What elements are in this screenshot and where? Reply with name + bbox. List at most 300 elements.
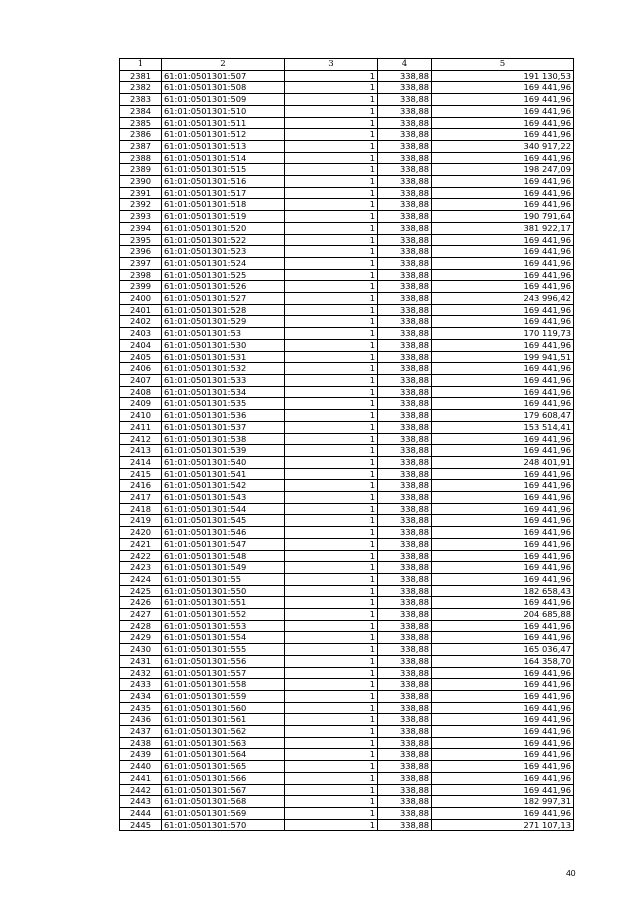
column-header-1: 1 bbox=[120, 59, 162, 71]
row-number-cell: 2398 bbox=[120, 269, 162, 281]
area-value-cell: 338,88 bbox=[378, 164, 432, 176]
area-value-cell: 338,88 bbox=[378, 129, 432, 141]
cost-value-cell: 169 441,96 bbox=[432, 386, 574, 398]
row-number-cell: 2405 bbox=[120, 351, 162, 363]
area-value-cell: 338,88 bbox=[378, 562, 432, 574]
area-value-cell: 338,88 bbox=[378, 492, 432, 504]
cost-value-cell: 169 441,96 bbox=[432, 550, 574, 562]
row-number-cell: 2432 bbox=[120, 667, 162, 679]
cost-value-cell: 153 514,41 bbox=[432, 421, 574, 433]
cost-value-cell: 169 441,96 bbox=[432, 573, 574, 585]
cost-value-cell: 169 441,96 bbox=[432, 316, 574, 328]
quantity-cell: 1 bbox=[285, 609, 378, 621]
cost-value-cell: 169 441,96 bbox=[432, 281, 574, 293]
table-row bbox=[120, 82, 574, 94]
table-row bbox=[120, 538, 574, 550]
cadastral-number-cell: 61:01:0501301:508 bbox=[162, 82, 285, 94]
cost-value-cell: 169 441,96 bbox=[432, 433, 574, 445]
table-row bbox=[120, 456, 574, 468]
cost-value-cell: 271 107,13 bbox=[432, 819, 574, 831]
row-number-cell: 2400 bbox=[120, 293, 162, 305]
cost-value-cell: 165 036,47 bbox=[432, 644, 574, 656]
area-value-cell: 338,88 bbox=[378, 480, 432, 492]
row-number-cell: 2393 bbox=[120, 211, 162, 223]
row-number-cell: 2396 bbox=[120, 246, 162, 258]
cost-value-cell: 248 401,91 bbox=[432, 456, 574, 468]
cost-value-cell: 169 441,96 bbox=[432, 702, 574, 714]
table-row bbox=[120, 257, 574, 269]
quantity-cell: 1 bbox=[285, 164, 378, 176]
area-value-cell: 338,88 bbox=[378, 339, 432, 351]
quantity-cell: 1 bbox=[285, 538, 378, 550]
row-number-cell: 2438 bbox=[120, 737, 162, 749]
cost-value-cell: 169 441,96 bbox=[432, 726, 574, 738]
cadastral-number-cell: 61:01:0501301:561 bbox=[162, 714, 285, 726]
table-row bbox=[120, 620, 574, 632]
cost-value-cell: 169 441,96 bbox=[432, 679, 574, 691]
cost-value-cell: 169 441,96 bbox=[432, 257, 574, 269]
area-value-cell: 338,88 bbox=[378, 222, 432, 234]
cost-value-cell: 169 441,96 bbox=[432, 562, 574, 574]
cost-value-cell: 169 441,96 bbox=[432, 304, 574, 316]
quantity-cell: 1 bbox=[285, 690, 378, 702]
area-value-cell: 338,88 bbox=[378, 819, 432, 831]
quantity-cell: 1 bbox=[285, 562, 378, 574]
area-value-cell: 338,88 bbox=[378, 445, 432, 457]
quantity-cell: 1 bbox=[285, 819, 378, 831]
table-row bbox=[120, 269, 574, 281]
area-value-cell: 338,88 bbox=[378, 421, 432, 433]
row-number-cell: 2435 bbox=[120, 702, 162, 714]
table-row bbox=[120, 316, 574, 328]
row-number-cell: 2421 bbox=[120, 538, 162, 550]
cost-value-cell: 169 441,96 bbox=[432, 398, 574, 410]
row-number-cell: 2428 bbox=[120, 620, 162, 632]
quantity-cell: 1 bbox=[285, 784, 378, 796]
row-number-cell: 2418 bbox=[120, 503, 162, 515]
area-value-cell: 338,88 bbox=[378, 761, 432, 773]
area-value-cell: 338,88 bbox=[378, 527, 432, 539]
quantity-cell: 1 bbox=[285, 94, 378, 106]
area-value-cell: 338,88 bbox=[378, 281, 432, 293]
area-value-cell: 338,88 bbox=[378, 655, 432, 667]
area-value-cell: 338,88 bbox=[378, 187, 432, 199]
cost-value-cell: 164 358,70 bbox=[432, 655, 574, 667]
cost-value-cell: 182 997,31 bbox=[432, 796, 574, 808]
table-row bbox=[120, 690, 574, 702]
row-number-cell: 2426 bbox=[120, 597, 162, 609]
cost-value-cell: 169 441,96 bbox=[432, 515, 574, 527]
quantity-cell: 1 bbox=[285, 187, 378, 199]
data-table bbox=[119, 58, 574, 831]
table-row bbox=[120, 772, 574, 784]
cadastral-number-cell: 61:01:0501301:559 bbox=[162, 690, 285, 702]
table-row bbox=[120, 702, 574, 714]
row-number-cell: 2395 bbox=[120, 234, 162, 246]
quantity-cell: 1 bbox=[285, 211, 378, 223]
table-row bbox=[120, 527, 574, 539]
area-value-cell: 338,88 bbox=[378, 211, 432, 223]
cadastral-number-cell: 61:01:0501301:509 bbox=[162, 94, 285, 106]
table-row bbox=[120, 94, 574, 106]
table-row bbox=[120, 117, 574, 129]
quantity-cell: 1 bbox=[285, 679, 378, 691]
table-row bbox=[120, 339, 574, 351]
area-value-cell: 338,88 bbox=[378, 667, 432, 679]
row-number-cell: 2394 bbox=[120, 222, 162, 234]
cadastral-number-cell: 61:01:0501301:517 bbox=[162, 187, 285, 199]
table-row bbox=[120, 655, 574, 667]
quantity-cell: 1 bbox=[285, 363, 378, 375]
quantity-cell: 1 bbox=[285, 328, 378, 340]
quantity-cell: 1 bbox=[285, 129, 378, 141]
table-row bbox=[120, 281, 574, 293]
table-row bbox=[120, 445, 574, 457]
table-body bbox=[120, 70, 574, 831]
quantity-cell: 1 bbox=[285, 269, 378, 281]
cadastral-number-cell: 61:01:0501301:557 bbox=[162, 667, 285, 679]
quantity-cell: 1 bbox=[285, 714, 378, 726]
row-number-cell: 2409 bbox=[120, 398, 162, 410]
cadastral-number-cell: 61:01:0501301:554 bbox=[162, 632, 285, 644]
table-row bbox=[120, 164, 574, 176]
quantity-cell: 1 bbox=[285, 585, 378, 597]
quantity-cell: 1 bbox=[285, 492, 378, 504]
table-row bbox=[120, 351, 574, 363]
quantity-cell: 1 bbox=[285, 726, 378, 738]
quantity-cell: 1 bbox=[285, 70, 378, 82]
quantity-cell: 1 bbox=[285, 386, 378, 398]
table-row bbox=[120, 363, 574, 375]
row-number-cell: 2385 bbox=[120, 117, 162, 129]
column-header-5: 5 bbox=[432, 59, 574, 71]
area-value-cell: 338,88 bbox=[378, 351, 432, 363]
row-number-cell: 2399 bbox=[120, 281, 162, 293]
area-value-cell: 338,88 bbox=[378, 140, 432, 152]
cost-value-cell: 169 441,96 bbox=[432, 199, 574, 211]
cost-value-cell: 170 119,73 bbox=[432, 328, 574, 340]
cadastral-number-cell: 61:01:0501301:564 bbox=[162, 749, 285, 761]
row-number-cell: 2419 bbox=[120, 515, 162, 527]
cost-value-cell: 169 441,96 bbox=[432, 187, 574, 199]
quantity-cell: 1 bbox=[285, 304, 378, 316]
quantity-cell: 1 bbox=[285, 503, 378, 515]
cost-value-cell: 169 441,96 bbox=[432, 620, 574, 632]
cadastral-number-cell: 61:01:0501301:527 bbox=[162, 293, 285, 305]
area-value-cell: 338,88 bbox=[378, 410, 432, 422]
quantity-cell: 1 bbox=[285, 550, 378, 562]
row-number-cell: 2397 bbox=[120, 257, 162, 269]
area-value-cell: 338,88 bbox=[378, 199, 432, 211]
row-number-cell: 2386 bbox=[120, 129, 162, 141]
cost-value-cell: 169 441,96 bbox=[432, 117, 574, 129]
table-row bbox=[120, 609, 574, 621]
table-row bbox=[120, 222, 574, 234]
table-row bbox=[120, 515, 574, 527]
area-value-cell: 338,88 bbox=[378, 257, 432, 269]
table-row bbox=[120, 70, 574, 82]
quantity-cell: 1 bbox=[285, 737, 378, 749]
area-value-cell: 338,88 bbox=[378, 609, 432, 621]
row-number-cell: 2436 bbox=[120, 714, 162, 726]
table-row bbox=[120, 492, 574, 504]
cost-value-cell: 169 441,96 bbox=[432, 480, 574, 492]
quantity-cell: 1 bbox=[285, 456, 378, 468]
quantity-cell: 1 bbox=[285, 281, 378, 293]
area-value-cell: 338,88 bbox=[378, 363, 432, 375]
table-row bbox=[120, 234, 574, 246]
cost-value-cell: 179 608,47 bbox=[432, 410, 574, 422]
cadastral-number-cell: 61:01:0501301:519 bbox=[162, 211, 285, 223]
quantity-cell: 1 bbox=[285, 398, 378, 410]
cadastral-number-cell: 61:01:0501301:528 bbox=[162, 304, 285, 316]
area-value-cell: 338,88 bbox=[378, 585, 432, 597]
cost-value-cell: 169 441,96 bbox=[432, 538, 574, 550]
table-row bbox=[120, 152, 574, 164]
row-number-cell: 2407 bbox=[120, 374, 162, 386]
table-row bbox=[120, 726, 574, 738]
area-value-cell: 338,88 bbox=[378, 573, 432, 585]
area-value-cell: 338,88 bbox=[378, 117, 432, 129]
cadastral-number-cell: 61:01:0501301:526 bbox=[162, 281, 285, 293]
area-value-cell: 338,88 bbox=[378, 176, 432, 188]
cadastral-number-cell: 61:01:0501301:529 bbox=[162, 316, 285, 328]
cost-value-cell: 169 441,96 bbox=[432, 105, 574, 117]
quantity-cell: 1 bbox=[285, 152, 378, 164]
quantity-cell: 1 bbox=[285, 293, 378, 305]
quantity-cell: 1 bbox=[285, 527, 378, 539]
cadastral-number-cell: 61:01:0501301:53 bbox=[162, 328, 285, 340]
quantity-cell: 1 bbox=[285, 339, 378, 351]
row-number-cell: 2439 bbox=[120, 749, 162, 761]
table-row bbox=[120, 585, 574, 597]
cost-value-cell: 169 441,96 bbox=[432, 246, 574, 258]
row-number-cell: 2441 bbox=[120, 772, 162, 784]
cadastral-number-cell: 61:01:0501301:543 bbox=[162, 492, 285, 504]
table-row bbox=[120, 140, 574, 152]
area-value-cell: 338,88 bbox=[378, 726, 432, 738]
row-number-cell: 2423 bbox=[120, 562, 162, 574]
cadastral-number-cell: 61:01:0501301:541 bbox=[162, 468, 285, 480]
area-value-cell: 338,88 bbox=[378, 386, 432, 398]
cadastral-number-cell: 61:01:0501301:525 bbox=[162, 269, 285, 281]
area-value-cell: 338,88 bbox=[378, 644, 432, 656]
cost-value-cell: 169 441,96 bbox=[432, 152, 574, 164]
cadastral-number-cell: 61:01:0501301:538 bbox=[162, 433, 285, 445]
quantity-cell: 1 bbox=[285, 468, 378, 480]
row-number-cell: 2382 bbox=[120, 82, 162, 94]
cadastral-number-cell: 61:01:0501301:569 bbox=[162, 808, 285, 820]
cadastral-number-cell: 61:01:0501301:536 bbox=[162, 410, 285, 422]
table-row bbox=[120, 129, 574, 141]
table-row bbox=[120, 573, 574, 585]
cost-value-cell: 169 441,96 bbox=[432, 94, 574, 106]
table-row bbox=[120, 304, 574, 316]
quantity-cell: 1 bbox=[285, 655, 378, 667]
quantity-cell: 1 bbox=[285, 351, 378, 363]
cadastral-number-cell: 61:01:0501301:534 bbox=[162, 386, 285, 398]
row-number-cell: 2442 bbox=[120, 784, 162, 796]
cadastral-number-cell: 61:01:0501301:510 bbox=[162, 105, 285, 117]
cadastral-number-cell: 61:01:0501301:537 bbox=[162, 421, 285, 433]
quantity-cell: 1 bbox=[285, 632, 378, 644]
quantity-cell: 1 bbox=[285, 808, 378, 820]
quantity-cell: 1 bbox=[285, 445, 378, 457]
cost-value-cell: 169 441,96 bbox=[432, 761, 574, 773]
quantity-cell: 1 bbox=[285, 620, 378, 632]
quantity-cell: 1 bbox=[285, 702, 378, 714]
cost-value-cell: 169 441,96 bbox=[432, 784, 574, 796]
row-number-cell: 2422 bbox=[120, 550, 162, 562]
table-row bbox=[120, 187, 574, 199]
table-row bbox=[120, 105, 574, 117]
cost-value-cell: 191 130,53 bbox=[432, 70, 574, 82]
area-value-cell: 338,88 bbox=[378, 293, 432, 305]
table-row bbox=[120, 819, 574, 831]
cost-value-cell: 169 441,96 bbox=[432, 667, 574, 679]
table-row bbox=[120, 421, 574, 433]
table-row bbox=[120, 784, 574, 796]
row-number-cell: 2427 bbox=[120, 609, 162, 621]
column-header-2: 2 bbox=[162, 59, 285, 71]
row-number-cell: 2381 bbox=[120, 70, 162, 82]
table-row bbox=[120, 644, 574, 656]
quantity-cell: 1 bbox=[285, 140, 378, 152]
quantity-cell: 1 bbox=[285, 515, 378, 527]
table-row bbox=[120, 761, 574, 773]
table-row bbox=[120, 176, 574, 188]
table-row bbox=[120, 679, 574, 691]
table-row bbox=[120, 433, 574, 445]
cost-value-cell: 169 441,96 bbox=[432, 468, 574, 480]
cadastral-number-cell: 61:01:0501301:513 bbox=[162, 140, 285, 152]
quantity-cell: 1 bbox=[285, 796, 378, 808]
row-number-cell: 2443 bbox=[120, 796, 162, 808]
cost-value-cell: 169 441,96 bbox=[432, 503, 574, 515]
table-row bbox=[120, 246, 574, 258]
table-row bbox=[120, 632, 574, 644]
cadastral-number-cell: 61:01:0501301:522 bbox=[162, 234, 285, 246]
quantity-cell: 1 bbox=[285, 573, 378, 585]
table-row bbox=[120, 386, 574, 398]
cost-value-cell: 169 441,96 bbox=[432, 714, 574, 726]
quantity-cell: 1 bbox=[285, 105, 378, 117]
cost-value-cell: 169 441,96 bbox=[432, 808, 574, 820]
cost-value-cell: 169 441,96 bbox=[432, 374, 574, 386]
cadastral-number-cell: 61:01:0501301:567 bbox=[162, 784, 285, 796]
row-number-cell: 2429 bbox=[120, 632, 162, 644]
row-number-cell: 2383 bbox=[120, 94, 162, 106]
cost-value-cell: 169 441,96 bbox=[432, 749, 574, 761]
cost-value-cell: 243 996,42 bbox=[432, 293, 574, 305]
cadastral-number-cell: 61:01:0501301:562 bbox=[162, 726, 285, 738]
area-value-cell: 338,88 bbox=[378, 433, 432, 445]
area-value-cell: 338,88 bbox=[378, 772, 432, 784]
row-number-cell: 2406 bbox=[120, 363, 162, 375]
table-row bbox=[120, 293, 574, 305]
cadastral-number-cell: 61:01:0501301:553 bbox=[162, 620, 285, 632]
cost-value-cell: 381 922,17 bbox=[432, 222, 574, 234]
row-number-cell: 2413 bbox=[120, 445, 162, 457]
area-value-cell: 338,88 bbox=[378, 328, 432, 340]
row-number-cell: 2415 bbox=[120, 468, 162, 480]
table-row bbox=[120, 714, 574, 726]
row-number-cell: 2416 bbox=[120, 480, 162, 492]
table-row bbox=[120, 550, 574, 562]
cadastral-number-cell: 61:01:0501301:539 bbox=[162, 445, 285, 457]
cost-value-cell: 169 441,96 bbox=[432, 129, 574, 141]
cadastral-number-cell: 61:01:0501301:558 bbox=[162, 679, 285, 691]
table-row bbox=[120, 737, 574, 749]
row-number-cell: 2414 bbox=[120, 456, 162, 468]
quantity-cell: 1 bbox=[285, 433, 378, 445]
row-number-cell: 2437 bbox=[120, 726, 162, 738]
row-number-cell: 2417 bbox=[120, 492, 162, 504]
cadastral-number-cell: 61:01:0501301:530 bbox=[162, 339, 285, 351]
area-value-cell: 338,88 bbox=[378, 550, 432, 562]
cost-value-cell: 169 441,96 bbox=[432, 445, 574, 457]
cost-value-cell: 340 917,22 bbox=[432, 140, 574, 152]
area-value-cell: 338,88 bbox=[378, 456, 432, 468]
cadastral-number-cell: 61:01:0501301:568 bbox=[162, 796, 285, 808]
cadastral-number-cell: 61:01:0501301:507 bbox=[162, 70, 285, 82]
area-value-cell: 338,88 bbox=[378, 784, 432, 796]
row-number-cell: 2410 bbox=[120, 410, 162, 422]
quantity-cell: 1 bbox=[285, 234, 378, 246]
row-number-cell: 2425 bbox=[120, 585, 162, 597]
cadastral-number-cell: 61:01:0501301:549 bbox=[162, 562, 285, 574]
quantity-cell: 1 bbox=[285, 257, 378, 269]
table-header bbox=[120, 59, 574, 71]
table-row bbox=[120, 562, 574, 574]
quantity-cell: 1 bbox=[285, 644, 378, 656]
table-row bbox=[120, 597, 574, 609]
cost-value-cell: 199 941,51 bbox=[432, 351, 574, 363]
cadastral-number-cell: 61:01:0501301:546 bbox=[162, 527, 285, 539]
row-number-cell: 2444 bbox=[120, 808, 162, 820]
row-number-cell: 2424 bbox=[120, 573, 162, 585]
row-number-cell: 2445 bbox=[120, 819, 162, 831]
cost-value-cell: 169 441,96 bbox=[432, 363, 574, 375]
row-number-cell: 2401 bbox=[120, 304, 162, 316]
cadastral-number-cell: 61:01:0501301:545 bbox=[162, 515, 285, 527]
row-number-cell: 2434 bbox=[120, 690, 162, 702]
quantity-cell: 1 bbox=[285, 749, 378, 761]
cadastral-number-cell: 61:01:0501301:511 bbox=[162, 117, 285, 129]
quantity-cell: 1 bbox=[285, 176, 378, 188]
cost-value-cell: 169 441,96 bbox=[432, 492, 574, 504]
table-row bbox=[120, 374, 574, 386]
area-value-cell: 338,88 bbox=[378, 679, 432, 691]
cadastral-number-cell: 61:01:0501301:524 bbox=[162, 257, 285, 269]
row-number-cell: 2433 bbox=[120, 679, 162, 691]
row-number-cell: 2388 bbox=[120, 152, 162, 164]
cadastral-number-cell: 61:01:0501301:520 bbox=[162, 222, 285, 234]
row-number-cell: 2430 bbox=[120, 644, 162, 656]
area-value-cell: 338,88 bbox=[378, 70, 432, 82]
cadastral-number-cell: 61:01:0501301:563 bbox=[162, 737, 285, 749]
area-value-cell: 338,88 bbox=[378, 234, 432, 246]
area-value-cell: 338,88 bbox=[378, 316, 432, 328]
area-value-cell: 338,88 bbox=[378, 538, 432, 550]
quantity-cell: 1 bbox=[285, 246, 378, 258]
row-number-cell: 2408 bbox=[120, 386, 162, 398]
cost-value-cell: 169 441,96 bbox=[432, 527, 574, 539]
cost-value-cell: 169 441,96 bbox=[432, 339, 574, 351]
area-value-cell: 338,88 bbox=[378, 714, 432, 726]
cadastral-number-cell: 61:01:0501301:565 bbox=[162, 761, 285, 773]
cost-value-cell: 169 441,96 bbox=[432, 82, 574, 94]
